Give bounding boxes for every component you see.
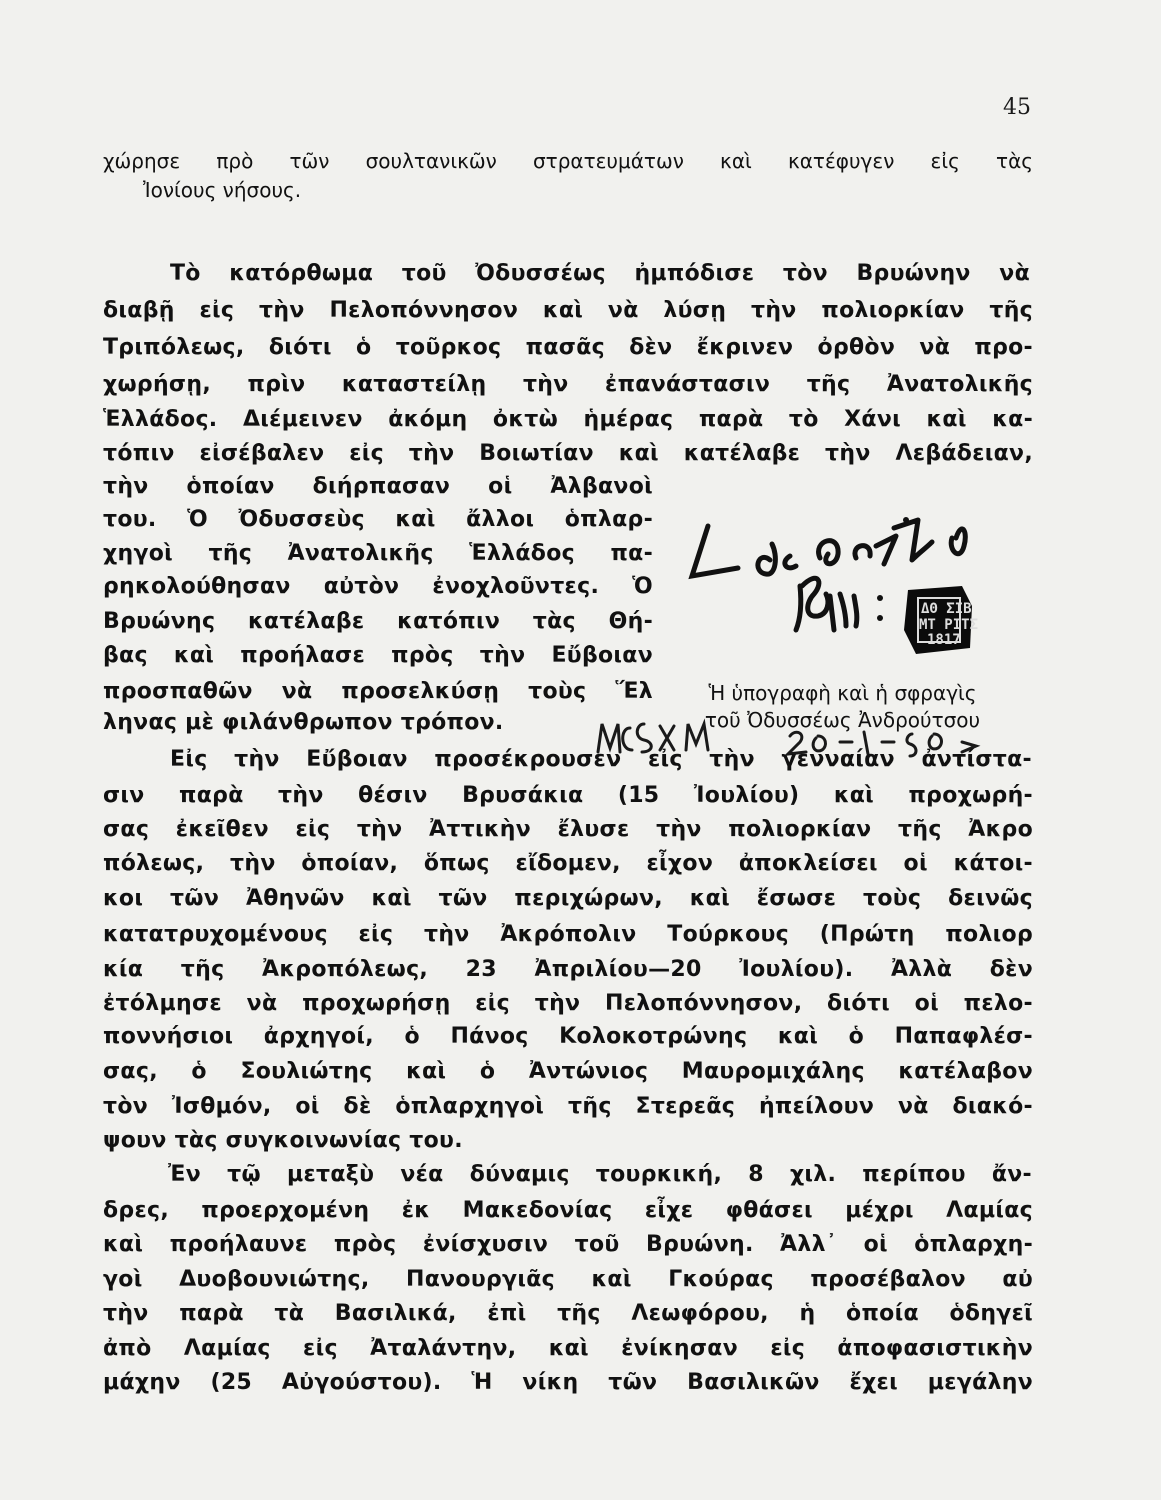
text-line: Βρυώνης κατέλαβε κατόπιν τὰς Θή- (103, 609, 653, 634)
signature-caption-line-1: Ἡ ὑπογραφὴ καὶ ἡ σφραγὶς (708, 681, 977, 705)
text-line: δρες, προερχομένη ἐκ Μακεδονίας εἶχε φθάσει μέχρι Λαμίας (103, 1198, 1033, 1223)
text-line: σας ἐκεῖθεν εἰς τὴν Ἀττικὴν ἔλυσε τὴν πολιορκίαν τῆς Ἀκρο (103, 817, 1033, 842)
text-line: Ἑλλάδος. Διέμεινεν ἀκόμη ὀκτὼ ἡμέρας παρὰ τὸ Χάνι καὶ κα- (103, 407, 1033, 432)
text-line: του. Ὁ Ὀδυσσεὺς καὶ ἄλλοι ὁπλαρ- (103, 507, 653, 532)
text-line: ἐτόλμησε νὰ προχωρήσῃ εἰς τὴν Πελοπόννησον, διότι οἱ πελο- (103, 991, 1033, 1016)
text-line: κία τῆς Ἀκροπόλεως, 23 Ἀπριλίου—20 Ἰουλίου). Ἀλλὰ δὲν (103, 957, 1033, 982)
handwritten-note-text: ΜΣΧΜ 20-1-50 (590, 718, 598, 719)
seal-line-2: ΜΤ ΡΙΤΣ (919, 617, 979, 633)
page-number: 45 (1003, 95, 1031, 120)
text-line: ψουν τὰς συγκοινωνίας του. (103, 1128, 463, 1153)
text-line: γοὶ Δυοβουνιώτης, Πανουργιᾶς καὶ Γκούρας προσέβαλον αὐ (103, 1267, 1033, 1292)
text-line: Ἐν τῷ μεταξὺ νέα δύναμις τουρκική, 8 χιλ. περίπου ἄν- (168, 1162, 1032, 1187)
text-line: προσπαθῶν νὰ προσελκύσῃ τοὺς Ἕλ (103, 679, 653, 704)
text-line: Εἰς τὴν Εὔβοιαν προσέκρουσεν εἰς τὴν γενναίαν ἀντίστα- (170, 747, 1032, 772)
seal-stamp (904, 586, 978, 654)
text-line: τόπιν εἰσέβαλεν εἰς τὴν Βοιωτίαν καὶ κατέλαβε τὴν Λεβάδειαν, (103, 441, 1033, 466)
text-line: σιν παρὰ τὴν θέσιν Βρυσάκια (15 Ἰουλίου) καὶ προχωρή- (103, 783, 1033, 808)
text-line: καὶ προήλαυνε πρὸς ἐνίσχυσιν τοῦ Βρυώνη. Ἀλλ᾽ οἱ ὁπλαρχη- (103, 1232, 1033, 1257)
text-line: διαβῇ εἰς τὴν Πελοπόννησον καὶ νὰ λύσῃ τὴν πολιορκίαν τῆς (103, 298, 1033, 323)
text-line: Ἰονίους νήσους. (143, 178, 302, 202)
text-line: ρηκολούθησαν αὐτὸν ἐνοχλοῦντες. Ὁ (103, 574, 653, 599)
text-line: ληνας μὲ φιλάνθρωπον τρόπον. (103, 710, 504, 735)
text-line: βας καὶ προήλασε πρὸς τὴν Εὔβοιαν (103, 643, 653, 668)
text-line: σας, ὁ Σουλιώτης καὶ ὁ Ἀντώνιος Μαυρομιχάλης κατέλαβον (103, 1059, 1033, 1084)
text-line: πόλεως, τὴν ὁποίαν, ὅπως εἴδομεν, εἶχον ἀποκλείσει οἱ κάτοι- (103, 851, 1033, 876)
text-line: χώρησε πρὸ τῶν σουλτανικῶν στρατευμάτων καὶ κατέφυγεν εἰς τὰς (103, 149, 1033, 173)
text-line: χωρήσῃ, πρὶν καταστείλῃ τὴν ἐπανάστασιν τῆς Ἀνατολικῆς (103, 372, 1033, 397)
signature-caption-line-2: τοῦ Ὀδυσσέως Ἀνδρούτσου (704, 708, 981, 732)
signature-figure (680, 498, 1040, 668)
text-line: ποννήσιοι ἀρχηγοί, ὁ Πάνος Κολοκοτρώνης καὶ ὁ Παπαφλέσ- (103, 1024, 1033, 1049)
signature-drawing (680, 498, 1040, 668)
text-line: κοι τῶν Ἀθηνῶν καὶ τῶν περιχώρων, καὶ ἔσωσε τοὺς δεινῶς (103, 886, 1033, 911)
text-line: μάχην (25 Αὐγούστου). Ἡ νίκη τῶν Βασιλικῶν ἔχει μεγάλην (103, 1370, 1033, 1395)
seal-line-1: ΔΘ ΣΙΒ (921, 601, 972, 617)
text-line: κατατρυχομένους εἰς τὴν Ἀκρόπολιν Τούρκους (Πρώτη πολιορ (103, 922, 1033, 947)
text-line: τὴν ὁποίαν διήρπασαν οἱ Ἀλβανοὶ (103, 474, 653, 499)
text-line: τὴν παρὰ τὰ Βασιλικά, ἐπὶ τῆς Λεωφόρου, ἡ ὁποία ὁδηγεῖ (103, 1301, 1033, 1326)
text-line: τὸν Ἰσθμόν, οἱ δὲ ὁπλαρχηγοὶ τῆς Στερεᾶς ἠπείλουν νὰ διακό- (103, 1094, 1033, 1119)
text-line: Τριπόλεως, διότι ὁ τοῦρκος πασᾶς δὲν ἔκρινεν ὀρθὸν νὰ προ- (103, 335, 1033, 360)
text-line: χηγοὶ τῆς Ἀνατολικῆς Ἑλλάδος πα- (103, 541, 653, 566)
seal-line-3: 1817 (927, 632, 961, 648)
text-line: Τὸ κατόρθωμα τοῦ Ὀδυσσέως ἠμπόδισε τὸν Βρυώνην νὰ (170, 261, 1030, 286)
text-line: ἀπὸ Λαμίας εἰς Ἀταλάντην, καὶ ἐνίκησαν εἰς ἀποφασιστικὴν (103, 1336, 1033, 1361)
